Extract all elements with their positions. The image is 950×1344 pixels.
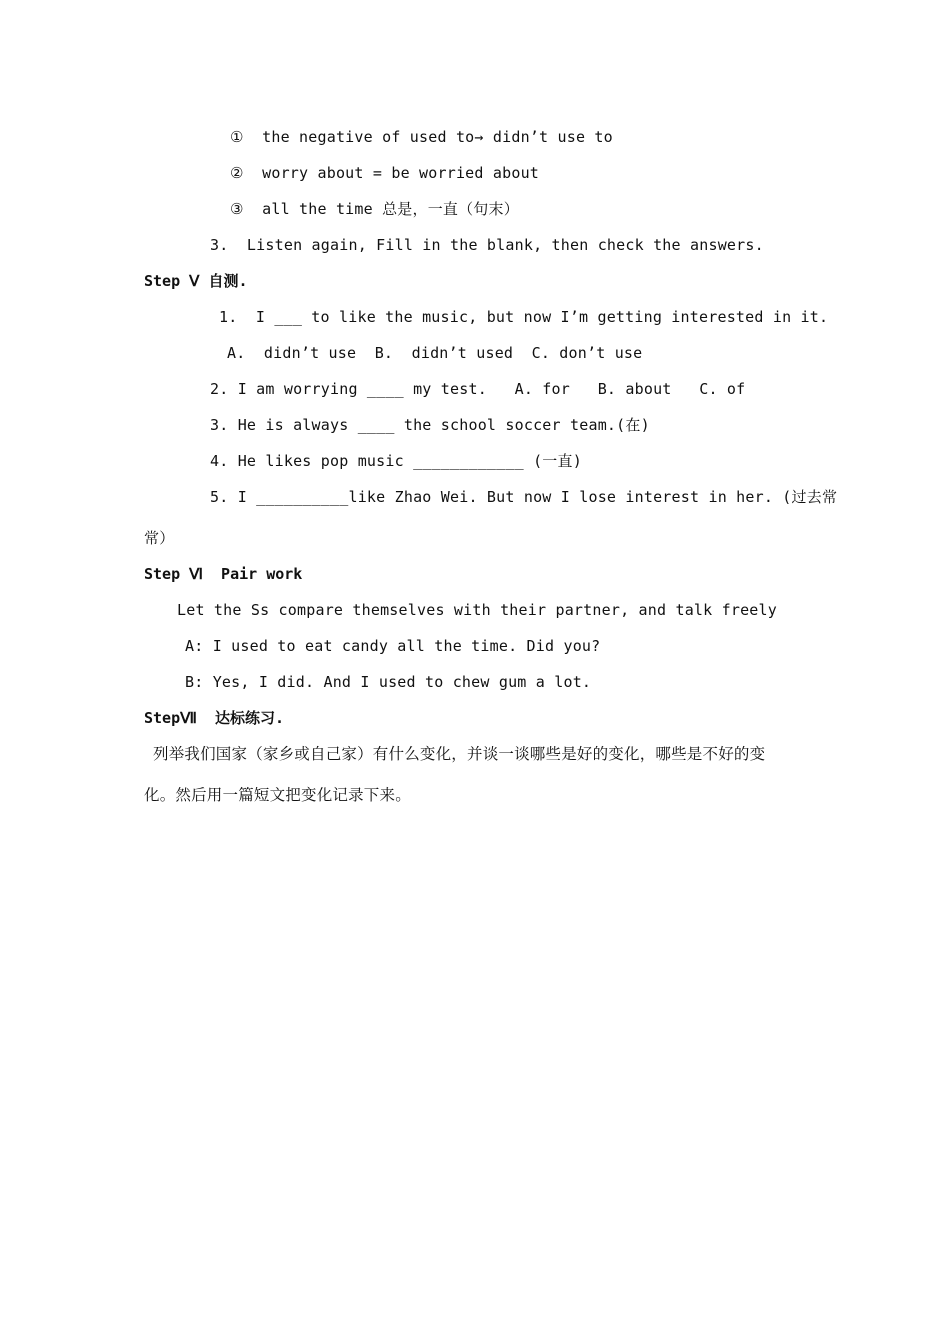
dialog-a: A: I used to eat candy all the time. Did you? — [185, 637, 601, 655]
question-2: 2. I am worrying ____ my test. A. for B. about C. of — [210, 380, 746, 398]
step7-heading: StepⅦ 达标练习. — [144, 709, 285, 727]
question-3: 3. He is always ____ the school soccer team.(在) — [210, 416, 650, 434]
note-1: ① the negative of used to→ didn’t use to — [230, 128, 613, 146]
note-3: ③ all the time 总是，一直（句末） — [230, 200, 519, 218]
task-line-2: 化。然后用一篇短文把变化记录下来。 — [144, 786, 411, 804]
question-5-continued: 常） — [144, 529, 175, 547]
question-1: 1. I ___ to like the music, but now I’m getting interested in it. — [219, 308, 829, 326]
question-1-options: A. didn’t use B. didn’t used C. don’t use — [227, 344, 643, 362]
step5-heading: Step Ⅴ 自测. — [144, 272, 248, 290]
dialog-b: B: Yes, I did. And I used to chew gum a lot. — [185, 673, 592, 691]
note-2: ② worry about = be worried about — [230, 164, 540, 182]
listen-task: 3. Listen again, Fill in the blank, then check the answers. — [210, 236, 764, 254]
question-4: 4. He likes pop music ____________ (一直) — [210, 452, 582, 470]
step6-heading: Step Ⅵ Pair work — [144, 565, 303, 583]
question-5: 5. I __________like Zhao Wei. But now I lose interest in her. (过去常 — [210, 488, 838, 506]
task-line-1: 列举我们国家（家乡或自己家）有什么变化，并谈一谈哪些是好的变化，哪些是不好的变 — [153, 745, 766, 763]
pair-work-intro: Let the Ss compare themselves with their partner, and talk freely — [177, 601, 777, 619]
